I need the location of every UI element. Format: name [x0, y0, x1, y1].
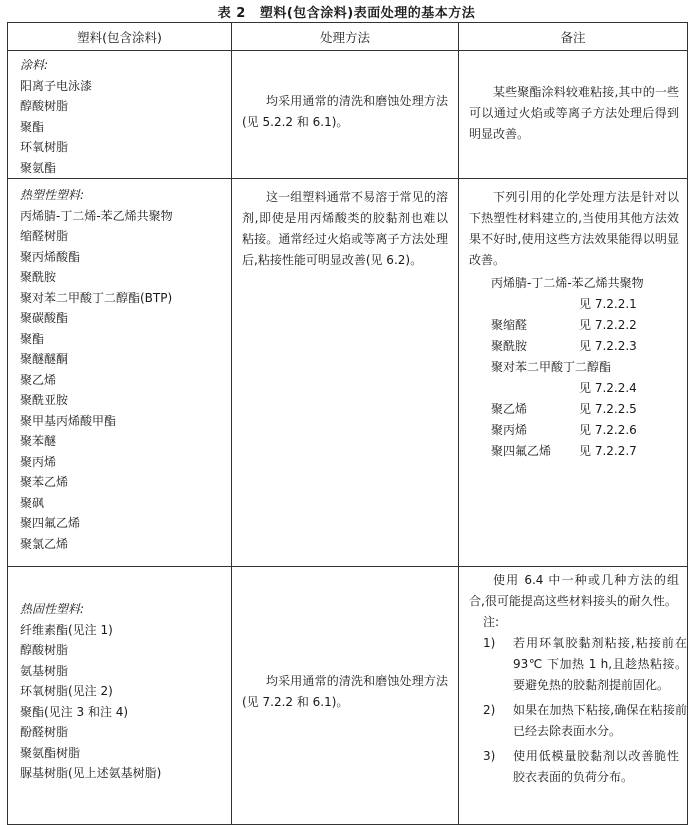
reference-item: 聚乙烯 见 7.2.2.5	[491, 402, 637, 416]
header-plastics: 塑料(包含涂料)	[8, 23, 232, 51]
note-item: 3) 使用低模量胶黏剂以改善脆性胶衣表面的负荷分布。	[483, 749, 679, 784]
remark-text: 某些聚酯涂料较难粘接,其中的一些可以通过火焰或等离子方法处理后得到明显改善。	[469, 85, 679, 141]
materials-cell	[8, 51, 232, 179]
method-text: 均采用通常的清洗和磨蚀处理方法(见 5.2.2 和 6.1)。	[242, 94, 448, 129]
material-item: 阳离子电泳漆	[20, 78, 93, 93]
material-item: 聚酰亚胺	[20, 393, 69, 407]
table-row	[8, 179, 688, 567]
material-item: 醇酸树脂	[20, 643, 69, 657]
category-title: 热固性塑料:	[20, 602, 85, 616]
material-item: 聚酯(见注 3 和注 4)	[20, 704, 129, 719]
header-method: 处理方法	[232, 23, 459, 51]
material-item: 脲基树脂(见上述氨基树脂)	[20, 766, 162, 780]
note-item: 2) 如果在加热下粘接,确保在粘接前已经去除表面水分。	[483, 703, 687, 738]
remark-text: 使用 6.4 中一种或几种方法的组合,很可能提高这些材料接头的耐久性。	[469, 573, 679, 608]
material-item: 聚丙烯酸酯	[20, 249, 81, 264]
material-item: 酚醛树脂	[20, 725, 69, 739]
material-item: 聚四氟乙烯	[20, 516, 81, 530]
reference-item: 聚丙烯 见 7.2.2.6	[491, 423, 637, 437]
material-item: 环氧树脂	[20, 140, 69, 154]
reference-list	[459, 273, 687, 462]
material-item: 聚酯	[20, 119, 45, 134]
materials-cell	[8, 179, 232, 567]
reference-item: 见 7.2.2.1	[579, 297, 637, 311]
material-item: 聚酰胺	[20, 270, 57, 284]
reference-item: 聚缩醛 见 7.2.2.2	[491, 318, 637, 332]
material-item: 氨基树脂	[20, 663, 69, 678]
material-item: 聚碳酸酯	[20, 311, 69, 325]
reference-item: 聚酰胺 见 7.2.2.3	[491, 339, 637, 353]
reference-item: 聚四氟乙烯 见 7.2.2.7	[491, 444, 637, 458]
material-item: 聚氨酯	[20, 160, 57, 175]
material-item: 聚苯醚	[20, 434, 57, 448]
method-cell	[232, 567, 459, 825]
material-item: 缩醛树脂	[20, 229, 69, 243]
material-item: 聚氯乙烯	[20, 536, 69, 551]
material-item: 聚甲基丙烯酸甲酯	[20, 413, 117, 428]
remark-cell	[459, 567, 688, 825]
table-title-text: 塑料(包含涂料)表面处理的基本方法	[259, 6, 476, 21]
remark-cell	[459, 51, 688, 179]
remark-text: 下列引用的化学处理方法是针对以下热塑性材料建立的,当使用其他方法效果不好时,使用这些方法效果能得以明显改善。	[469, 190, 679, 267]
header-row	[8, 23, 688, 51]
method-text: 这一组塑料通常不易溶于常见的溶剂,即使是用丙烯酸类的胶黏剂也难以粘接。通常经过火焰或等离子方法处理后,粘接性能可明显改善(见 6.2)。	[242, 190, 448, 267]
material-item: 聚乙烯	[20, 372, 57, 387]
table-number: 表 2	[217, 6, 246, 21]
material-item: 丙烯腈-丁二烯-苯乙烯共聚物	[20, 208, 173, 223]
material-item: 聚苯乙烯	[20, 475, 69, 489]
reference-item: 见 7.2.2.4	[579, 381, 637, 395]
table-title	[0, 2, 693, 21]
material-item: 聚氨酯树脂	[20, 745, 81, 760]
material-item: 聚对苯二甲酸丁二醇酯(BTP)	[20, 290, 173, 305]
material-item: 纤维素酯(见注 1)	[20, 622, 113, 637]
surface-treatment-table	[7, 22, 688, 825]
remark-cell	[459, 179, 688, 567]
material-item: 聚砜	[20, 495, 45, 510]
method-text: 均采用通常的清洗和磨蚀处理方法(见 7.2.2 和 6.1)。	[242, 674, 448, 709]
materials-cell	[8, 567, 232, 825]
note-item: 1) 若用环氧胶黏剂粘接,粘接前在 93℃ 下加热 1 h,且趁热粘接。要避免热的胶黏剂提前固化。	[483, 636, 687, 692]
category-title: 热塑性塑料:	[20, 188, 85, 202]
table-row	[8, 51, 688, 179]
notes-label: 注:	[483, 615, 500, 629]
material-item: 环氧树脂(见注 2)	[20, 684, 113, 698]
category-title: 涂料:	[20, 58, 49, 72]
reference-item: 丙烯腈-丁二烯-苯乙烯共聚物	[491, 276, 644, 290]
material-item: 醇酸树脂	[20, 99, 69, 113]
method-cell	[232, 51, 459, 179]
material-item: 聚丙烯	[20, 454, 57, 469]
reference-item: 聚对苯二甲酸丁二醇酯	[491, 360, 612, 374]
material-item: 聚醚醚酮	[20, 352, 69, 366]
table-row	[8, 567, 688, 825]
header-remark: 备注	[459, 23, 688, 51]
method-cell	[232, 179, 459, 567]
material-item: 聚酯	[20, 331, 45, 346]
